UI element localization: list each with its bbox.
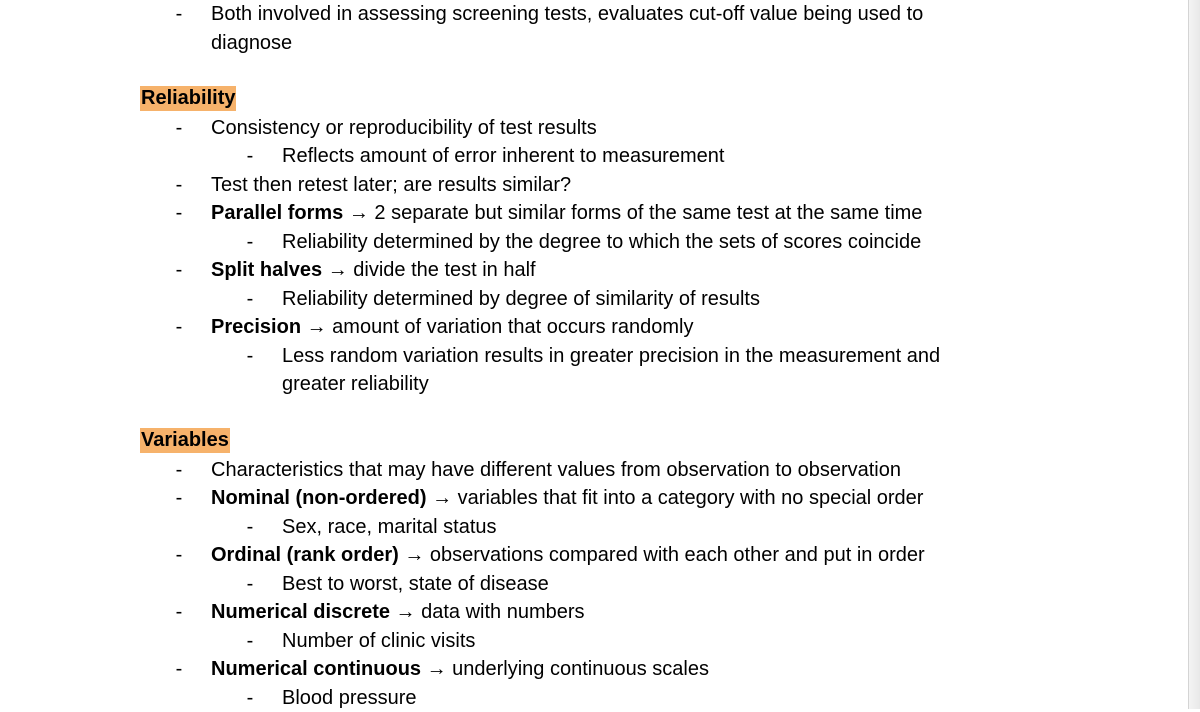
- item-text: → 2 separate but similar forms of the same test at the same time: [343, 202, 922, 224]
- bullet-dash: -: [243, 513, 257, 542]
- bullet-dash: -: [243, 342, 257, 371]
- item-text: → divide the test in half: [322, 259, 535, 281]
- item-text: Best to worst, state of disease: [282, 573, 549, 595]
- intro-text-line2: diagnose: [211, 29, 292, 58]
- item-text: Reflects amount of error inherent to measurement: [282, 145, 724, 167]
- bullet-dash: -: [243, 285, 257, 314]
- bullet-dash: -: [243, 570, 257, 599]
- item-text: Consistency or reproducibility of test results: [211, 117, 597, 139]
- term-bold: Numerical discrete: [211, 601, 390, 623]
- intro-text-line1: Both involved in assessing screening tests, evaluates cut-off value being used to: [211, 0, 923, 29]
- item-text: → observations compared with each other and put in order: [399, 544, 925, 566]
- term-bold: Precision: [211, 316, 301, 338]
- item-text: → variables that fit into a category with no special order: [427, 487, 924, 509]
- term-bold: Nominal (non-ordered): [211, 487, 427, 509]
- page-edge-shadow: [1188, 0, 1200, 709]
- section-heading-variables: Variables: [140, 428, 230, 453]
- section-heading-reliability: Reliability: [140, 86, 236, 111]
- term-bold: Parallel forms: [211, 202, 343, 224]
- bullet-dash: -: [172, 256, 186, 285]
- bullet-dash: -: [172, 541, 186, 570]
- bullet-dash: -: [172, 199, 186, 228]
- item-text: Reliability determined by the degree to which the sets of scores coincide: [282, 231, 921, 253]
- bullet-dash: -: [172, 114, 186, 143]
- bullet-dash: -: [172, 598, 186, 627]
- item-text: → data with numbers: [390, 601, 585, 623]
- item-text: Sex, race, marital status: [282, 516, 497, 538]
- bullet-dash: -: [243, 627, 257, 656]
- bullet-dash: -: [172, 313, 186, 342]
- term-bold: Ordinal (rank order): [211, 544, 399, 566]
- item-text: → amount of variation that occurs randomly: [301, 316, 693, 338]
- item-text: Blood pressure: [282, 687, 417, 709]
- bullet-dash: -: [172, 655, 186, 684]
- bullet-dash: -: [172, 0, 186, 29]
- item-text: Less random variation results in greater precision in the measurement and: [282, 345, 940, 367]
- term-bold: Numerical continuous: [211, 658, 421, 680]
- bullet-dash: -: [172, 484, 186, 513]
- item-text: greater reliability: [282, 373, 429, 395]
- bullet-dash: -: [243, 684, 257, 712]
- bullet-dash: -: [243, 142, 257, 171]
- item-text: Test then retest later; are results similar?: [211, 174, 571, 196]
- item-text: → underlying continuous scales: [421, 658, 709, 680]
- item-text: Reliability determined by degree of similarity of results: [282, 288, 760, 310]
- term-bold: Split halves: [211, 259, 322, 281]
- bullet-dash: -: [172, 456, 186, 485]
- bullet-dash: -: [243, 228, 257, 257]
- bullet-dash: -: [172, 171, 186, 200]
- item-text: Number of clinic visits: [282, 630, 475, 652]
- item-text: Characteristics that may have different values from observation to observation: [211, 459, 901, 481]
